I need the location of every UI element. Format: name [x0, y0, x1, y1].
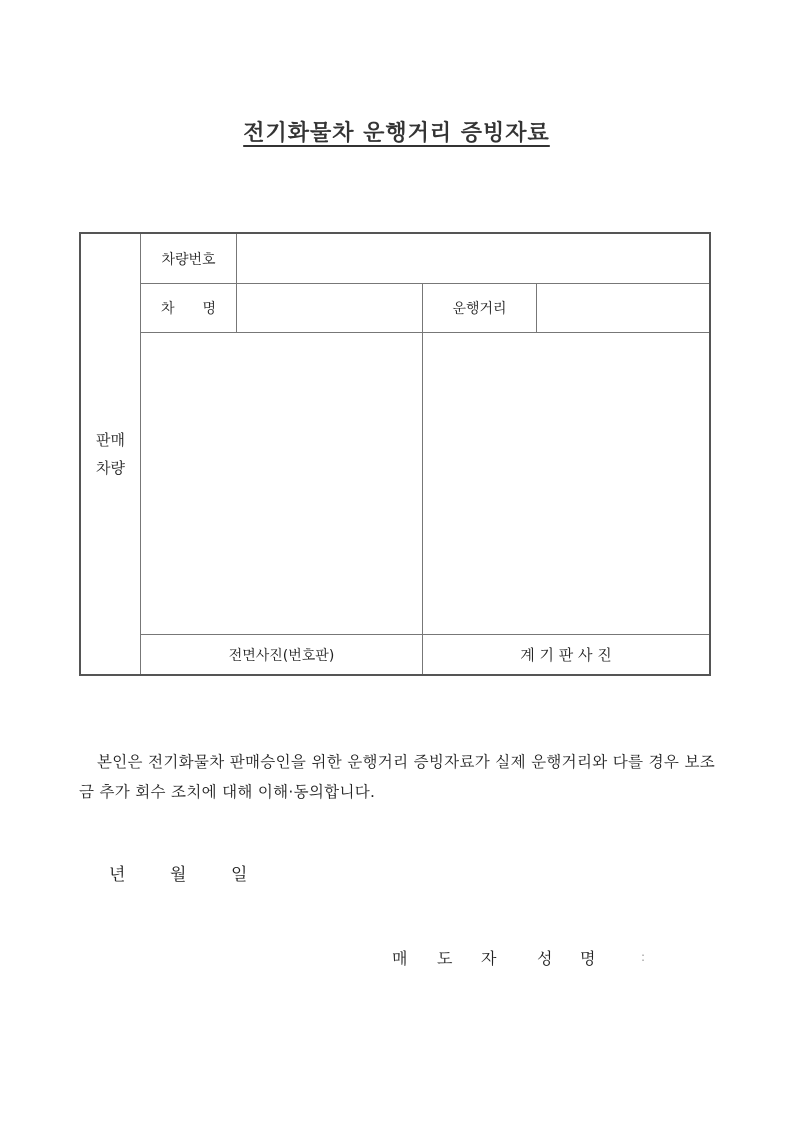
sales-vehicle-label-line2: 차량: [96, 459, 125, 477]
seller-name-char-2: 명: [580, 949, 596, 968]
seller-signature-line: [0, 946, 793, 976]
sales-vehicle-label: [81, 234, 140, 674]
page-title-text: 전기화물차 운행거리 증빙자료: [243, 121, 550, 146]
vehicle-number-field[interactable]: [237, 234, 709, 283]
date-day-label: 일: [231, 865, 248, 885]
seller-name-char-1: 성: [537, 949, 553, 968]
car-name-label: 차 명: [160, 301, 217, 317]
seller-char-3: 자: [481, 949, 497, 968]
consent-statement: 본인은 전기화물차 판매승인을 위한 운행거리 증빙자료가 실제 운행거리와 다를 경우 보조금 추가 회수 조치에 대해 이해·동의합니다.: [79, 753, 715, 801]
dashboard-photo-area[interactable]: [423, 333, 709, 634]
car-name-field[interactable]: [237, 284, 422, 332]
dashboard-photo-caption: 계 기 판 사 진: [520, 646, 612, 664]
date-month-label: 월: [170, 865, 187, 885]
mileage-field[interactable]: [537, 284, 709, 332]
mileage-label: 운행거리: [452, 301, 507, 317]
seller-char-1: 매: [392, 949, 408, 968]
seller-char-2: 도: [437, 949, 453, 968]
seller-colon: :: [641, 950, 646, 964]
vehicle-form-table: [79, 232, 711, 676]
front-photo-caption: 전면사진(번호판): [228, 647, 335, 664]
vehicle-number-label: 차량번호: [161, 251, 216, 268]
date-line: [0, 860, 793, 890]
page-title: [0, 116, 793, 147]
sales-vehicle-label-line1: 판매: [96, 431, 125, 449]
date-year-label: 년: [109, 865, 126, 885]
front-photo-area[interactable]: [141, 333, 422, 634]
